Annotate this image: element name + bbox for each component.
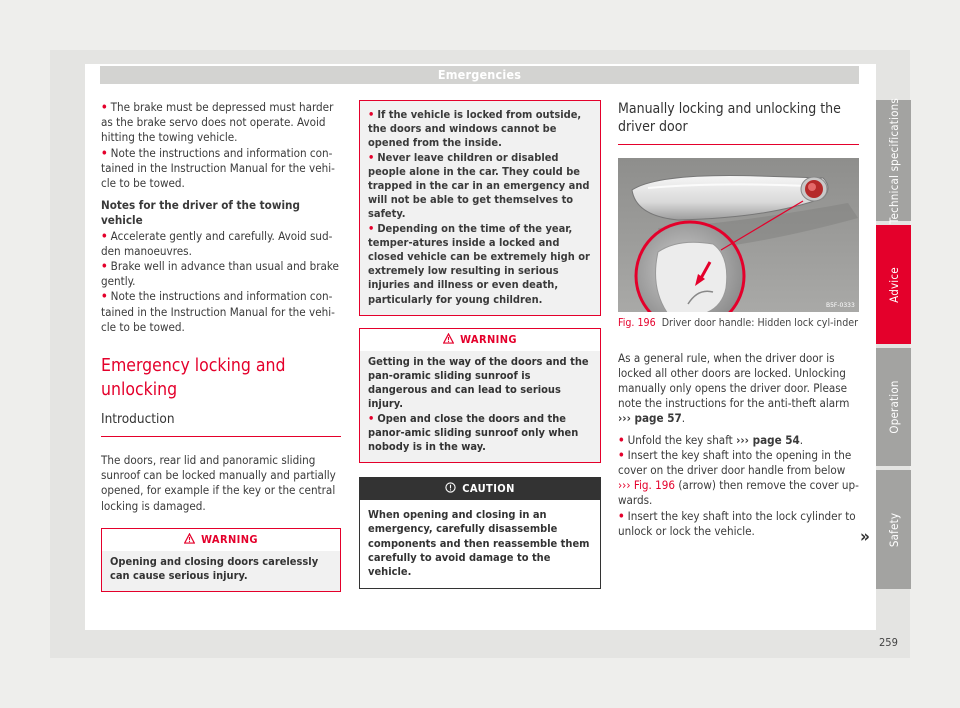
- list-item: • Note the instructions and information con-tained in the Instruction Manual for the vehi-cle to be towed.: [101, 145, 335, 191]
- list-item: • Accelerate gently and carefully. Avoid sud-den manoeuvres.: [101, 228, 333, 258]
- figure-code: B5F-0333: [826, 302, 855, 309]
- caution-title: CAUTION: [360, 478, 600, 500]
- caution-text: When opening and closing in an emergency, carefully disassemble components and then reassemble them carefully to avoid damage to the vehicle.: [368, 508, 590, 579]
- warning-title: WARNING: [360, 329, 600, 351]
- subsection-title: Introduction: [101, 410, 341, 437]
- tab-technical-specifications[interactable]: Technical specifications: [876, 100, 911, 221]
- tab-operation[interactable]: Operation: [876, 348, 911, 466]
- tab-safety[interactable]: Safety: [876, 470, 911, 589]
- warning-box: [359, 328, 601, 463]
- list-item: • Open and close the doors and the panor-amic sliding sunroof only when nobody is in the way.: [368, 411, 579, 454]
- chapter-header: Emergencies: [100, 66, 859, 84]
- caution-box: [359, 477, 601, 589]
- warning-text: Opening and closing doors carelessly can cause serious injury.: [102, 551, 340, 591]
- continue-marker: »: [860, 527, 870, 547]
- page-number: 259: [879, 636, 898, 649]
- warning-triangle-icon: [443, 333, 454, 344]
- caution-circle-icon: [445, 482, 456, 493]
- door-handle-illustration: [618, 158, 859, 312]
- figure-caption: Fig. 196 Driver door handle: Hidden lock cyl-inder: [618, 317, 859, 329]
- section-title: Manually locking and unlocking the driver door: [618, 100, 859, 145]
- intro-paragraph: The doors, rear lid and panoramic sliding sunroof can be locked manually and partially opened, for example if the key or the central locking is damaged.: [101, 453, 336, 513]
- warning-box: [101, 528, 341, 592]
- list-item: • Never leave children or disabled people alone in the car. They could be trapped in the car in an emergency and will not be able to get themselves to safety.: [368, 150, 590, 221]
- list-item: • Depending on the time of the year, temper-atures inside a locked and closed vehicle can be extremely high or extremely low resulting in serious injuries and illness or even death, particularly for young children.: [368, 221, 590, 306]
- warning-text: Getting in the way of the doors and the pan-oramic sliding sunroof is dangerous and can lead to serious injury.: [368, 354, 589, 411]
- list-item: • Note the instructions and information con-tained in the Instruction Manual for the vehi-cle to be towed.: [101, 289, 335, 334]
- page-reference-link[interactable]: ››› page 57: [618, 411, 682, 426]
- list-item: • Brake well in advance than usual and brake gently.: [101, 259, 339, 289]
- figure-reference-link[interactable]: ››› Fig. 196: [618, 478, 676, 493]
- tab-advice[interactable]: Advice: [876, 225, 911, 344]
- page-reference-link[interactable]: ››› page 54: [736, 432, 800, 447]
- section-title: Emergency locking and unlocking: [101, 356, 286, 401]
- list-item: • Insert the key shaft into the opening in the cover on the driver door handle from below ››› Fig. 196 (arrow) then remove the cover up-wards.: [618, 447, 859, 508]
- list-item: • Unfold the key shaft ››› page 54.: [618, 432, 804, 447]
- column-middle: [359, 100, 601, 589]
- notes-heading: Notes for the driver of the towing vehicle: [101, 198, 300, 228]
- warning-title: WARNING: [102, 529, 340, 551]
- figure-door-handle: [618, 158, 859, 312]
- list-item: • Insert the key shaft into the lock cylinder to unlock or lock the vehicle.: [618, 508, 856, 538]
- body-paragraph: As a general rule, when the driver door is locked all other doors are locked. Unlocking manually only opens the driver door. Please note the instructions for the anti-theft alarm ››› page 57.: [618, 350, 850, 426]
- warning-continued-box: [359, 100, 601, 316]
- list-item: • If the vehicle is locked from outside, the doors and windows cannot be opened from the inside.: [368, 108, 582, 150]
- column-right: [618, 100, 859, 539]
- list-item: • The brake must be depressed must harder as the brake servo does not operate. Avoid hitting the towing vehicle.: [101, 100, 334, 145]
- warning-triangle-icon: [184, 533, 195, 544]
- column-left: [101, 100, 341, 592]
